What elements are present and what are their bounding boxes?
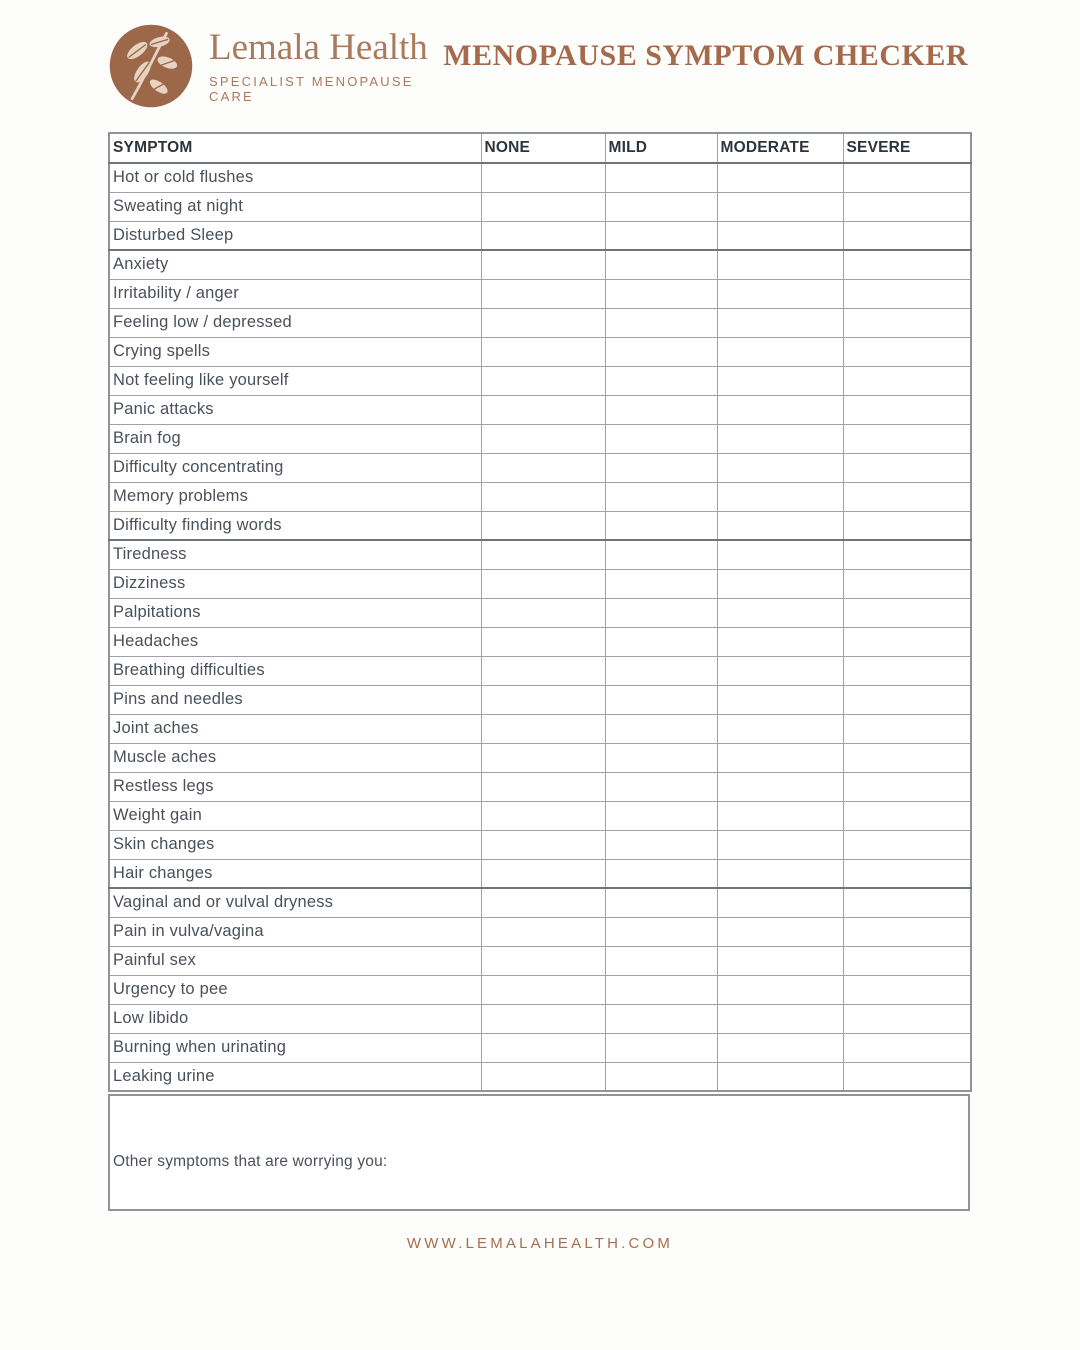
table-row bbox=[109, 366, 971, 395]
rating-cell-none[interactable] bbox=[481, 685, 605, 714]
table-row bbox=[109, 279, 971, 308]
symptom-label: Sweating at night bbox=[109, 192, 481, 221]
rating-cell-mild[interactable] bbox=[605, 1004, 717, 1033]
rating-cell-none[interactable] bbox=[481, 1004, 605, 1033]
rating-cell-mild[interactable] bbox=[605, 337, 717, 366]
rating-cell-mild[interactable] bbox=[605, 540, 717, 569]
column-header-none: NONE bbox=[481, 133, 605, 163]
rating-cell-mild[interactable] bbox=[605, 1062, 717, 1091]
rating-cell-mild[interactable] bbox=[605, 830, 717, 859]
rating-cell-severe[interactable] bbox=[843, 163, 971, 192]
rating-cell-moderate[interactable] bbox=[717, 192, 843, 221]
rating-cell-moderate[interactable] bbox=[717, 221, 843, 250]
rating-cell-none[interactable] bbox=[481, 946, 605, 975]
table-row bbox=[109, 656, 971, 685]
rating-cell-mild[interactable] bbox=[605, 308, 717, 337]
rating-cell-mild[interactable] bbox=[605, 598, 717, 627]
rating-cell-severe[interactable] bbox=[843, 917, 971, 946]
symptom-label: Weight gain bbox=[109, 801, 481, 830]
rating-cell-moderate[interactable] bbox=[717, 308, 843, 337]
rating-cell-none[interactable] bbox=[481, 743, 605, 772]
rating-cell-moderate[interactable] bbox=[717, 250, 843, 279]
rating-cell-moderate[interactable] bbox=[717, 830, 843, 859]
rating-cell-mild[interactable] bbox=[605, 714, 717, 743]
rating-cell-severe[interactable] bbox=[843, 308, 971, 337]
rating-cell-severe[interactable] bbox=[843, 1062, 971, 1091]
rating-cell-moderate[interactable] bbox=[717, 337, 843, 366]
symptom-label: Anxiety bbox=[109, 250, 481, 279]
rating-cell-mild[interactable] bbox=[605, 627, 717, 656]
rating-cell-none[interactable] bbox=[481, 453, 605, 482]
rating-cell-mild[interactable] bbox=[605, 279, 717, 308]
rating-cell-none[interactable] bbox=[481, 888, 605, 917]
table-header-row bbox=[109, 133, 971, 163]
rating-cell-severe[interactable] bbox=[843, 569, 971, 598]
symptom-label: Irritability / anger bbox=[109, 279, 481, 308]
rating-cell-none[interactable] bbox=[481, 163, 605, 192]
table-row bbox=[109, 1004, 971, 1033]
column-header-severe: SEVERE bbox=[843, 133, 971, 163]
rating-cell-mild[interactable] bbox=[605, 250, 717, 279]
rating-cell-severe[interactable] bbox=[843, 627, 971, 656]
table-row bbox=[109, 569, 971, 598]
rating-cell-moderate[interactable] bbox=[717, 569, 843, 598]
rating-cell-mild[interactable] bbox=[605, 163, 717, 192]
symptom-label: Dizziness bbox=[109, 569, 481, 598]
rating-cell-none[interactable] bbox=[481, 192, 605, 221]
symptom-label: Urgency to pee bbox=[109, 975, 481, 1004]
header bbox=[0, 0, 1080, 132]
rating-cell-severe[interactable] bbox=[843, 772, 971, 801]
rating-cell-none[interactable] bbox=[481, 627, 605, 656]
table-row bbox=[109, 1062, 971, 1091]
rating-cell-moderate[interactable] bbox=[717, 859, 843, 888]
rating-cell-severe[interactable] bbox=[843, 743, 971, 772]
table-row bbox=[109, 714, 971, 743]
rating-cell-none[interactable] bbox=[481, 424, 605, 453]
table-row bbox=[109, 337, 971, 366]
rating-cell-moderate[interactable] bbox=[717, 946, 843, 975]
rating-cell-moderate[interactable] bbox=[717, 743, 843, 772]
rating-cell-mild[interactable] bbox=[605, 424, 717, 453]
rating-cell-severe[interactable] bbox=[843, 424, 971, 453]
rating-cell-none[interactable] bbox=[481, 772, 605, 801]
page-title: MENOPAUSE SYMPTOM CHECKER bbox=[443, 39, 968, 72]
rating-cell-severe[interactable] bbox=[843, 946, 971, 975]
rating-cell-moderate[interactable] bbox=[717, 598, 843, 627]
other-symptoms-box[interactable] bbox=[108, 1094, 970, 1211]
rating-cell-moderate[interactable] bbox=[717, 1033, 843, 1062]
table-row bbox=[109, 830, 971, 859]
rating-cell-mild[interactable] bbox=[605, 221, 717, 250]
table-row bbox=[109, 250, 971, 279]
rating-cell-mild[interactable] bbox=[605, 685, 717, 714]
rating-cell-severe[interactable] bbox=[843, 888, 971, 917]
rating-cell-moderate[interactable] bbox=[717, 424, 843, 453]
brand-tagline: SPECIALIST MENOPAUSE CARE bbox=[209, 73, 414, 104]
column-header-symptom: SYMPTOM bbox=[109, 133, 481, 163]
symptom-label: Difficulty concentrating bbox=[109, 453, 481, 482]
column-header-moderate: MODERATE bbox=[717, 133, 843, 163]
footer bbox=[0, 1235, 1080, 1252]
symptom-label: Hot or cold flushes bbox=[109, 163, 481, 192]
symptom-label: Breathing difficulties bbox=[109, 656, 481, 685]
rating-cell-mild[interactable] bbox=[605, 888, 717, 917]
rating-cell-moderate[interactable] bbox=[717, 888, 843, 917]
rating-cell-severe[interactable] bbox=[843, 685, 971, 714]
table-row bbox=[109, 743, 971, 772]
rating-cell-mild[interactable] bbox=[605, 453, 717, 482]
table-row bbox=[109, 685, 971, 714]
table-row bbox=[109, 482, 971, 511]
table-row bbox=[109, 917, 971, 946]
rating-cell-severe[interactable] bbox=[843, 337, 971, 366]
symptom-label: Difficulty finding words bbox=[109, 511, 481, 540]
symptom-label: Tiredness bbox=[109, 540, 481, 569]
rating-cell-severe[interactable] bbox=[843, 279, 971, 308]
rating-cell-severe[interactable] bbox=[843, 598, 971, 627]
rating-cell-severe[interactable] bbox=[843, 250, 971, 279]
rating-cell-moderate[interactable] bbox=[717, 714, 843, 743]
rating-cell-moderate[interactable] bbox=[717, 482, 843, 511]
symptom-label: Low libido bbox=[109, 1004, 481, 1033]
table-row bbox=[109, 772, 971, 801]
rating-cell-none[interactable] bbox=[481, 656, 605, 685]
symptom-label: Painful sex bbox=[109, 946, 481, 975]
table-row bbox=[109, 859, 971, 888]
rating-cell-none[interactable] bbox=[481, 975, 605, 1004]
table-row bbox=[109, 453, 971, 482]
symptom-label: Brain fog bbox=[109, 424, 481, 453]
rating-cell-none[interactable] bbox=[481, 1033, 605, 1062]
rating-cell-severe[interactable] bbox=[843, 482, 971, 511]
rating-cell-none[interactable] bbox=[481, 598, 605, 627]
table-row bbox=[109, 598, 971, 627]
rating-cell-none[interactable] bbox=[481, 308, 605, 337]
rating-cell-moderate[interactable] bbox=[717, 163, 843, 192]
table-row bbox=[109, 627, 971, 656]
rating-cell-none[interactable] bbox=[481, 279, 605, 308]
column-header-mild: MILD bbox=[605, 133, 717, 163]
rating-cell-moderate[interactable] bbox=[717, 540, 843, 569]
symptom-label: Pain in vulva/vagina bbox=[109, 917, 481, 946]
rating-cell-mild[interactable] bbox=[605, 975, 717, 1004]
rating-cell-severe[interactable] bbox=[843, 366, 971, 395]
rating-cell-mild[interactable] bbox=[605, 859, 717, 888]
rating-cell-severe[interactable] bbox=[843, 453, 971, 482]
brand-name: Lemala Health bbox=[209, 27, 428, 69]
rating-cell-none[interactable] bbox=[481, 801, 605, 830]
rating-cell-severe[interactable] bbox=[843, 1033, 971, 1062]
rating-cell-mild[interactable] bbox=[605, 395, 717, 424]
rating-cell-none[interactable] bbox=[481, 830, 605, 859]
symptom-label: Panic attacks bbox=[109, 395, 481, 424]
symptom-label: Headaches bbox=[109, 627, 481, 656]
rating-cell-mild[interactable] bbox=[605, 801, 717, 830]
symptom-table bbox=[108, 132, 972, 1092]
rating-cell-severe[interactable] bbox=[843, 859, 971, 888]
rating-cell-none[interactable] bbox=[481, 366, 605, 395]
rating-cell-moderate[interactable] bbox=[717, 366, 843, 395]
symptom-label: Feeling low / depressed bbox=[109, 308, 481, 337]
rating-cell-severe[interactable] bbox=[843, 540, 971, 569]
rating-cell-moderate[interactable] bbox=[717, 801, 843, 830]
rating-cell-severe[interactable] bbox=[843, 192, 971, 221]
rating-cell-none[interactable] bbox=[481, 714, 605, 743]
table-row bbox=[109, 511, 971, 540]
rating-cell-none[interactable] bbox=[481, 221, 605, 250]
symptom-label: Restless legs bbox=[109, 772, 481, 801]
table-row bbox=[109, 888, 971, 917]
rating-cell-mild[interactable] bbox=[605, 743, 717, 772]
table-row bbox=[109, 308, 971, 337]
symptom-label: Palpitations bbox=[109, 598, 481, 627]
rating-cell-moderate[interactable] bbox=[717, 511, 843, 540]
rating-cell-moderate[interactable] bbox=[717, 975, 843, 1004]
rating-cell-mild[interactable] bbox=[605, 192, 717, 221]
rating-cell-none[interactable] bbox=[481, 482, 605, 511]
rating-cell-mild[interactable] bbox=[605, 772, 717, 801]
table-row bbox=[109, 395, 971, 424]
rating-cell-mild[interactable] bbox=[605, 917, 717, 946]
rating-cell-moderate[interactable] bbox=[717, 395, 843, 424]
table-row bbox=[109, 946, 971, 975]
symptom-label: Skin changes bbox=[109, 830, 481, 859]
table-row bbox=[109, 192, 971, 221]
table-row bbox=[109, 801, 971, 830]
table-row bbox=[109, 424, 971, 453]
symptom-label: Joint aches bbox=[109, 714, 481, 743]
symptom-label: Burning when urinating bbox=[109, 1033, 481, 1062]
rating-cell-moderate[interactable] bbox=[717, 1062, 843, 1091]
rating-cell-none[interactable] bbox=[481, 540, 605, 569]
rating-cell-none[interactable] bbox=[481, 1062, 605, 1091]
rating-cell-none[interactable] bbox=[481, 917, 605, 946]
rating-cell-mild[interactable] bbox=[605, 1033, 717, 1062]
rating-cell-moderate[interactable] bbox=[717, 772, 843, 801]
rating-cell-mild[interactable] bbox=[605, 482, 717, 511]
rating-cell-mild[interactable] bbox=[605, 366, 717, 395]
symptom-label: Vaginal and or vulval dryness bbox=[109, 888, 481, 917]
rating-cell-mild[interactable] bbox=[605, 656, 717, 685]
rating-cell-none[interactable] bbox=[481, 859, 605, 888]
rating-cell-none[interactable] bbox=[481, 337, 605, 366]
rating-cell-severe[interactable] bbox=[843, 714, 971, 743]
rating-cell-severe[interactable] bbox=[843, 975, 971, 1004]
rating-cell-mild[interactable] bbox=[605, 569, 717, 598]
rating-cell-none[interactable] bbox=[481, 395, 605, 424]
rating-cell-moderate[interactable] bbox=[717, 279, 843, 308]
table-row bbox=[109, 540, 971, 569]
table-row bbox=[109, 221, 971, 250]
rating-cell-moderate[interactable] bbox=[717, 453, 843, 482]
rating-cell-severe[interactable] bbox=[843, 801, 971, 830]
rating-cell-mild[interactable] bbox=[605, 511, 717, 540]
rating-cell-none[interactable] bbox=[481, 250, 605, 279]
symptom-label: Disturbed Sleep bbox=[109, 221, 481, 250]
table-row bbox=[109, 163, 971, 192]
symptom-label: Pins and needles bbox=[109, 685, 481, 714]
rating-cell-moderate[interactable] bbox=[717, 627, 843, 656]
rating-cell-severe[interactable] bbox=[843, 511, 971, 540]
symptom-label: Memory problems bbox=[109, 482, 481, 511]
footer-website: WWW.LEMALAHEALTH.COM bbox=[406, 1235, 674, 1252]
rating-cell-moderate[interactable] bbox=[717, 685, 843, 714]
rating-cell-none[interactable] bbox=[481, 569, 605, 598]
symptom-label: Muscle aches bbox=[109, 743, 481, 772]
rating-cell-moderate[interactable] bbox=[717, 917, 843, 946]
rating-cell-severe[interactable] bbox=[843, 1004, 971, 1033]
symptom-label: Crying spells bbox=[109, 337, 481, 366]
brand-text bbox=[209, 28, 443, 104]
table-row bbox=[109, 975, 971, 1004]
rating-cell-severe[interactable] bbox=[843, 830, 971, 859]
lemala-leaf-logo-icon bbox=[108, 23, 194, 109]
rating-cell-mild[interactable] bbox=[605, 946, 717, 975]
table-row bbox=[109, 1033, 971, 1062]
rating-cell-severe[interactable] bbox=[843, 221, 971, 250]
brand bbox=[108, 23, 443, 109]
symptom-label: Not feeling like yourself bbox=[109, 366, 481, 395]
other-symptoms-label: Other symptoms that are worrying you: bbox=[113, 1153, 388, 1170]
rating-cell-moderate[interactable] bbox=[717, 1004, 843, 1033]
symptom-label: Leaking urine bbox=[109, 1062, 481, 1091]
rating-cell-none[interactable] bbox=[481, 511, 605, 540]
rating-cell-severe[interactable] bbox=[843, 395, 971, 424]
rating-cell-severe[interactable] bbox=[843, 656, 971, 685]
symptom-label: Hair changes bbox=[109, 859, 481, 888]
rating-cell-moderate[interactable] bbox=[717, 656, 843, 685]
